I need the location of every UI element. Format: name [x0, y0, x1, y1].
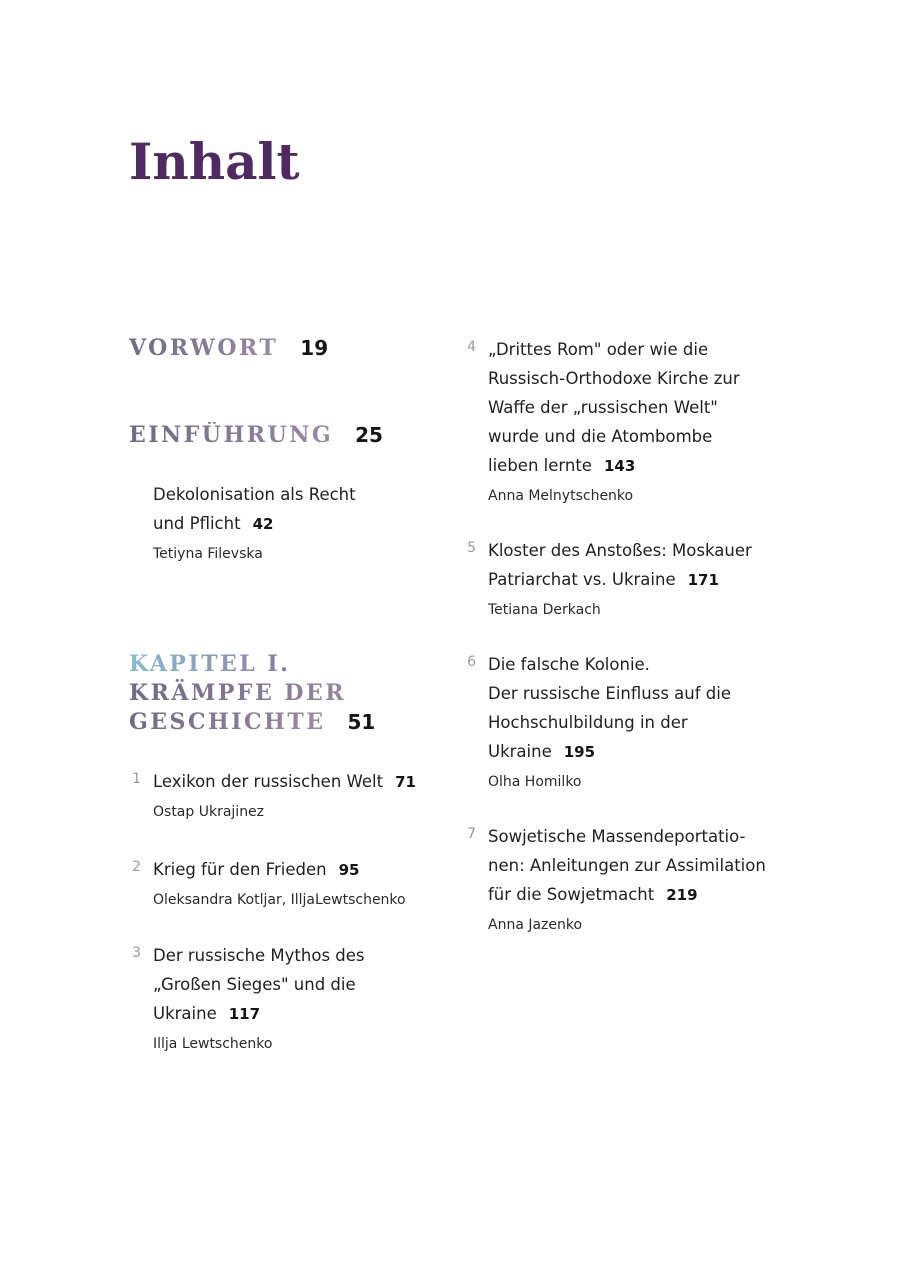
entry-page-number: 143: [603, 457, 636, 475]
entry-author: Tetiyna Filevska: [153, 546, 263, 562]
entry-author: Ostap Ukrajinez: [153, 804, 265, 820]
page-title: Inhalt: [129, 132, 300, 191]
toc-entry: [132, 855, 453, 911]
entry-title-line: lieben lernte: [488, 456, 592, 475]
entry-title-line: „Drittes Rom" oder wie die: [488, 340, 709, 359]
entry-number: 6: [467, 654, 476, 670]
section-label: EINFÜHRUNG: [129, 422, 334, 448]
entry-page-number: 117: [228, 1005, 261, 1023]
toc-entry-dekolonisation: [153, 480, 453, 565]
entry-title-line: Der russische Mythos des: [153, 946, 365, 965]
toc-entry: [467, 335, 818, 507]
section-vorwort: [129, 334, 328, 363]
entry-title-line: Der russische Einfluss auf die: [488, 684, 732, 703]
entry-author: Oleksandra Kotljar, IlljaLewtschenko: [153, 892, 406, 908]
toc-entry: [467, 822, 818, 936]
entry-title-line: Patriarchat vs. Ukraine: [488, 570, 676, 589]
entry-title-line: und Pflicht: [153, 514, 241, 533]
entry-title-line: Lexikon der russischen Welt: [153, 772, 384, 791]
section-label: VORWORT: [129, 335, 279, 361]
chapter-label-line: KRÄMPFE DER: [129, 679, 375, 708]
section-einfuehrung: [129, 421, 383, 450]
entry-title-line: Ukraine: [488, 742, 552, 761]
toc-entry: [132, 767, 453, 823]
entry-title-line: nen: Anleitungen zur Assimilation: [488, 856, 766, 875]
entry-page-number: 195: [563, 743, 596, 761]
section-page-number: 51: [347, 710, 376, 734]
entry-number: 3: [132, 945, 141, 961]
entry-title-line: Russisch-Orthodoxe Kirche zur: [488, 369, 740, 388]
entry-title-line: Sowjetische Massendeportatio-: [488, 827, 746, 846]
entry-title-line: Dekolonisation als Recht: [153, 485, 356, 504]
chapter-label-line: GESCHICHTE: [129, 709, 326, 735]
entry-author: Tetiana Derkach: [488, 602, 601, 618]
entry-author: Anna Jazenko: [488, 917, 583, 933]
section-kapitel-1: [129, 650, 375, 737]
entry-title: [488, 650, 818, 767]
entry-page-number: 42: [252, 515, 274, 533]
entry-page-number: 219: [666, 886, 698, 904]
toc-entry: [467, 536, 818, 621]
entry-title: [488, 822, 818, 910]
toc-entry: [467, 650, 818, 793]
entry-title-line: Ukraine: [153, 1004, 217, 1023]
entry-title-line: Kloster des Anstoßes: Moskauer: [488, 541, 752, 560]
chapter-label-line: KAPITEL I.: [129, 650, 375, 679]
entry-title: [153, 941, 453, 1029]
entry-number: 5: [467, 540, 476, 556]
entry-title: [153, 480, 453, 539]
entry-title: [488, 536, 818, 595]
entry-page-number: 71: [395, 773, 416, 791]
entry-title-line: Krieg für den Frieden: [153, 860, 327, 879]
toc-entry: [132, 941, 453, 1055]
entry-page-number: 171: [687, 571, 719, 589]
entry-title-line: für die Sowjetmacht: [488, 885, 655, 904]
entry-title: [153, 767, 453, 797]
entry-title-line: „Großen Sieges" und die: [153, 975, 356, 994]
entry-title: [153, 855, 453, 885]
section-page-number: 19: [300, 336, 329, 360]
entry-title-line: Waffe der „russischen Welt": [488, 398, 718, 417]
entry-number: 4: [467, 339, 476, 355]
entry-title-line: wurde und die Atombombe: [488, 427, 713, 446]
entry-title-line: Die falsche Kolonie.: [488, 655, 650, 674]
entry-author: Illja Lewtschenko: [153, 1036, 273, 1052]
entry-page-number: 95: [338, 861, 360, 879]
entry-author: Olha Homilko: [488, 774, 582, 790]
entry-title-line: Hochschulbildung in der: [488, 713, 688, 732]
section-page-number: 25: [355, 423, 383, 447]
entry-number: 2: [132, 859, 141, 875]
entry-author: Anna Melnytschenko: [488, 488, 634, 504]
entry-title: [488, 335, 818, 481]
entry-number: 1: [132, 771, 141, 787]
entry-number: 7: [467, 826, 476, 842]
